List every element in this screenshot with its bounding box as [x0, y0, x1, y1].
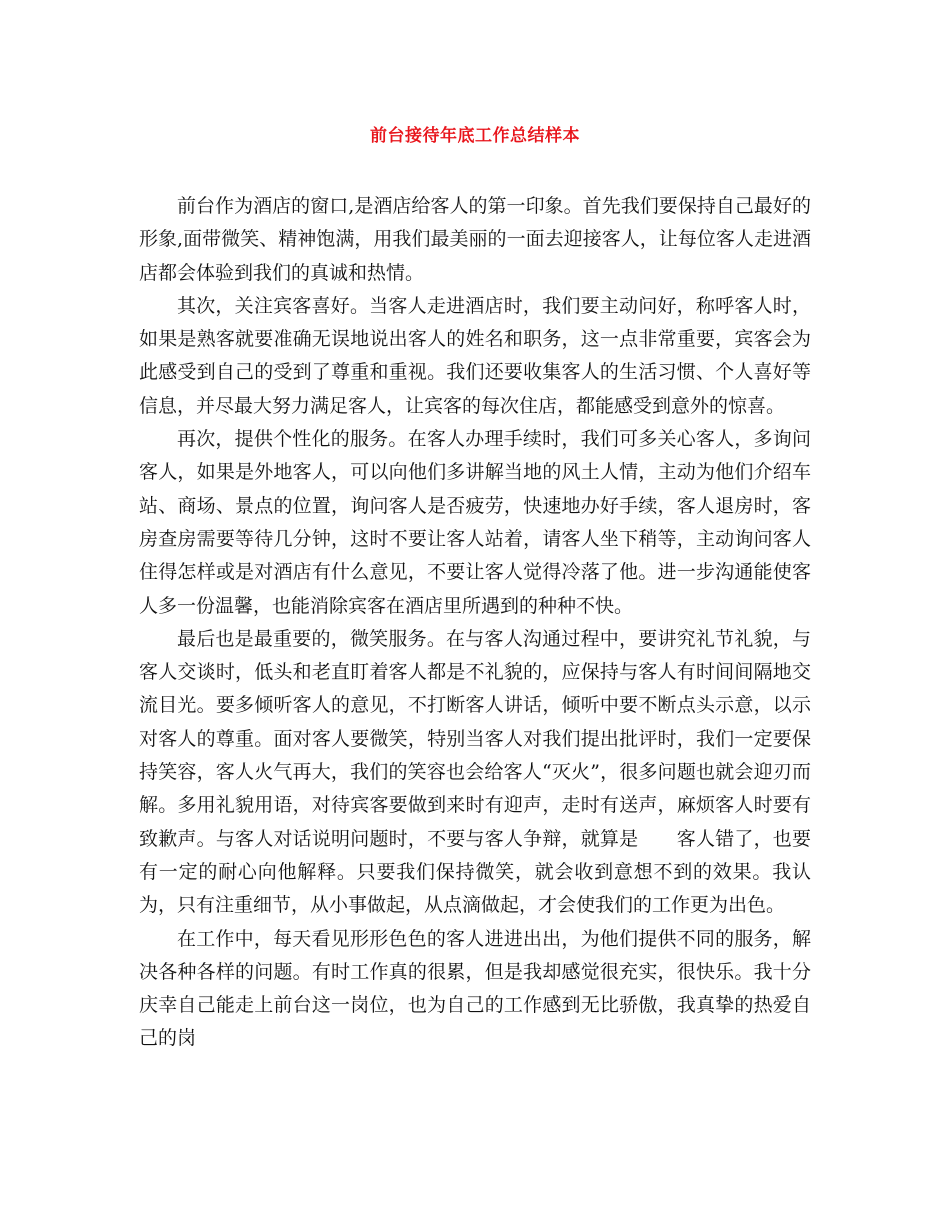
paragraph-4: 最后也是最重要的，微笑服务。在与客人沟通过程中，要讲究礼节礼貌，与客人交谈时，低头和老直盯着客人都是不礼貌的，应保持与客人有时间间隔地交流目光。要多倾听客人的意见，不打断客人讲话，倾听中要不断点头示意，以示对客人的尊重。面对客人要微笑，特别当客人对我们提出批评时，我们一定要保持笑容，客人火气再大，我们的笑容也会给客人“灭火”，很多问题也就会迎刃而解。多用礼貌用语，对待宾客要做到来时有迎声，走时有送声，麻烦客人时要有致歉声。与客人对话说明问题时，不要与客人争辩，就算是 客人错了，也要有一定的耐心向他解释。只要我们保持微笑，就会收到意想不到的效果。我认为，只有注重细节，从小事做起，从点滴做起，才会使我们的工作更为出色。: [139, 627, 811, 917]
paragraph-2: 其次，关注宾客喜好。当客人走进酒店时，我们要主动问好，称呼客人时，如果是熟客就要准确无误地说出客人的姓名和职务，这一点非常重要，宾客会为此感受到自己的受到了尊重和重视。我们还要收集客人的生活习惯、个人喜好等信息，并尽最大努力满足客人，让宾客的每次住店，都能感受到意外的惊喜。: [139, 294, 811, 417]
paragraph-3: 再次，提供个性化的服务。在客人办理手续时，我们可多关心客人，多询问客人，如果是外地客人，可以向他们多讲解当地的风土人情，主动为他们介绍车站、商场、景点的位置，询问客人是否疲劳，快速地办好手续，客人退房时，客房查房需要等待几分钟，这时不要让客人站着，请客人坐下稍等，主动询问客人住得怎样或是对酒店有什么意见，不要让客人觉得冷落了他。进一步沟通能使客人多一份温馨，也能消除宾客在酒店里所遇到的种种不快。: [139, 428, 811, 617]
document-title: 前台接待年底工作总结样本: [370, 126, 580, 146]
paragraph-1: 前台作为酒店的窗口,是酒店给客人的第一印象。首先我们要保持自己最好的形象,面带微笑、精神饱满，用我们最美丽的一面去迎接客人，让每位客人走进酒店都会体验到我们的真诚和热情。: [139, 195, 811, 284]
paragraph-5: 在工作中，每天看见形形色色的客人进进出出，为他们提供不同的服务，解决各种各样的问题。有时工作真的很累，但是我却感觉很充实，很快乐。我十分庆幸自己能走上前台这一岗位，也为自己的工作感到无比骄傲，我真挚的热爱自己的岗: [139, 927, 811, 1050]
document-body: [139, 190, 811, 1056]
